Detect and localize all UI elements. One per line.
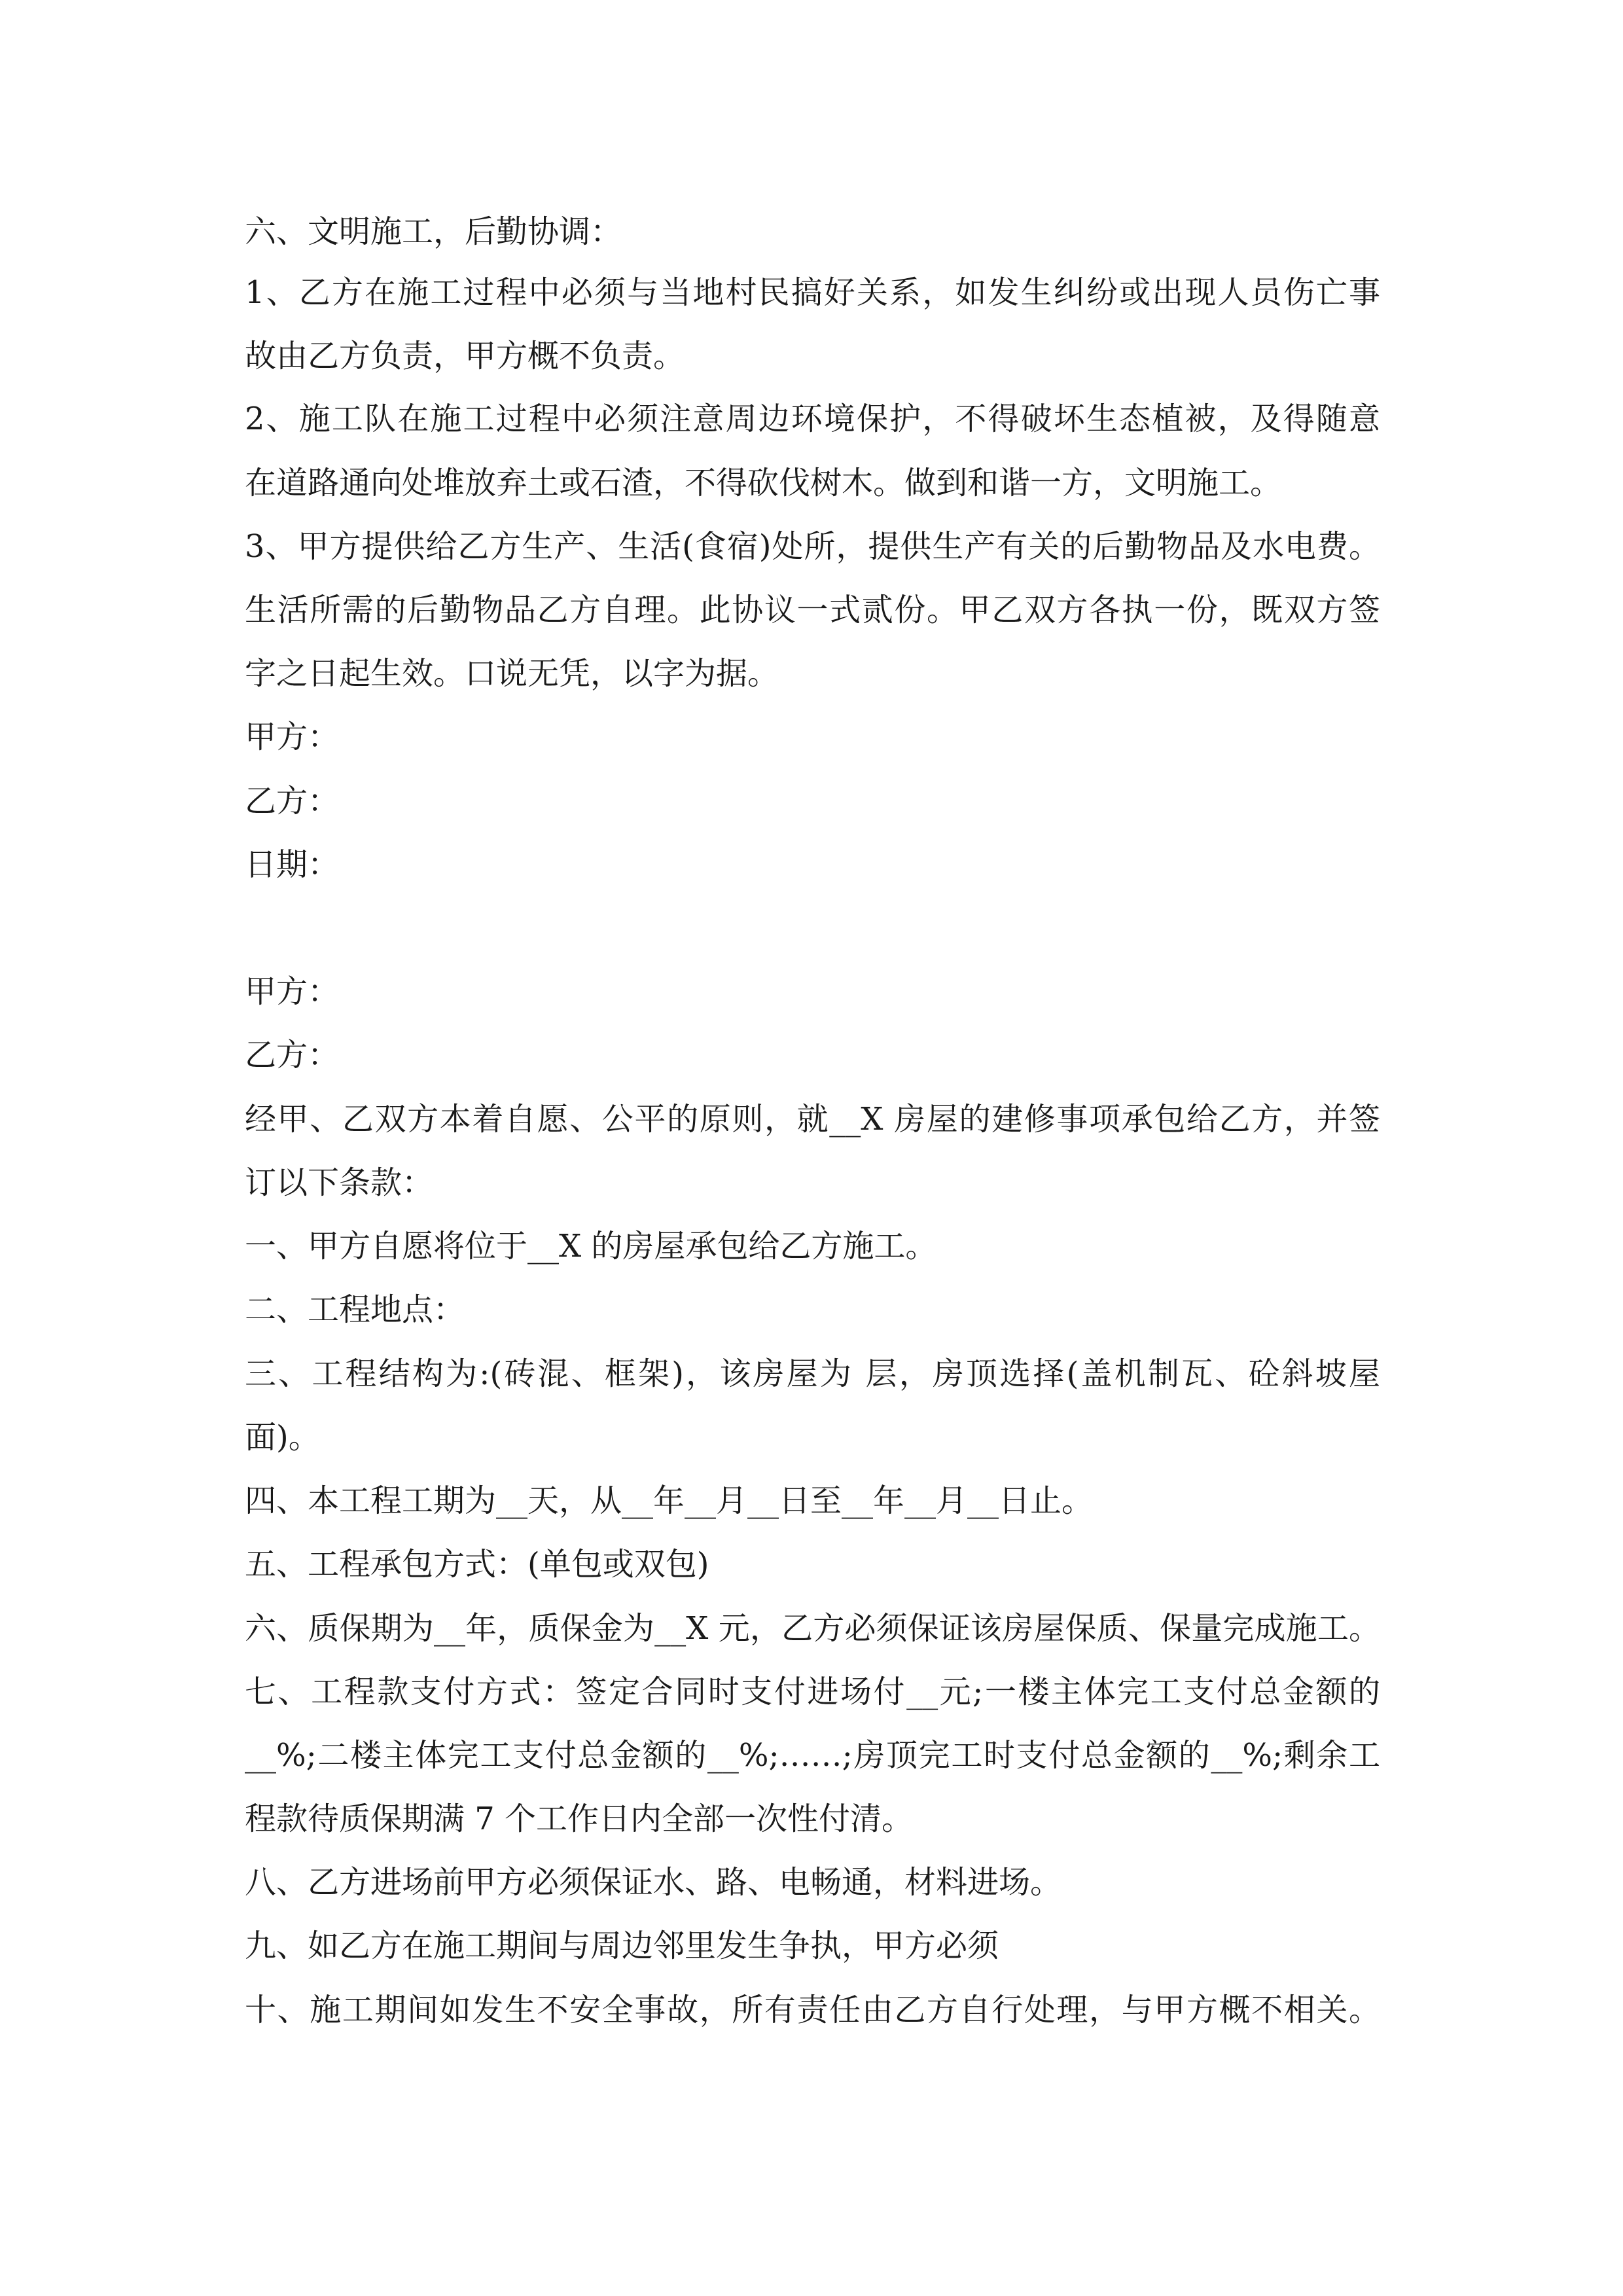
contract-item-8: 八、乙方进场前甲方必须保证水、路、电畅通，材料进场。 <box>245 1864 1062 1901</box>
contract-item-1: 一、甲方自愿将位于__X 的房屋承包给乙方施工。 <box>245 1228 937 1265</box>
contract-item-5: 五、工程承包方式：(单包或双包) <box>245 1546 709 1583</box>
contract-item-6: 六、质保期为__年，质保金为__X 元，乙方必须保证该房屋保质、保量完成施工。 <box>245 1610 1380 1647</box>
contract-item-10: 十、施工期间如发生不安全事故，所有责任由乙方自行处理，与甲方概不相关。 <box>245 1992 1380 2028</box>
contract-item-2: 二、工程地点： <box>245 1291 465 1328</box>
contract-item-7-line-1: 七、工程款支付方式：签定合同时支付进场付__元;一楼主体完工支付总金额的 <box>245 1674 1380 1710</box>
contract-intro-line-1: 经甲、乙双方本着自愿、公平的原则，就__X 房屋的建修事项承包给乙方，并签 <box>245 1101 1380 1138</box>
clause-3-line-3: 字之日起生效。口说无凭，以字为据。 <box>245 655 779 692</box>
contract-item-7-line-3: 程款待质保期满 7 个工作日内全部一次性付清。 <box>245 1801 914 1837</box>
signature-party-a: 甲方： <box>245 719 340 755</box>
section-heading-civilized-construction: 六、文明施工，后勤协调： <box>245 213 622 250</box>
clause-3-line-2: 生活所需的后勤物品乙方自理。此协议一式贰份。甲乙双方各执一份，既双方签 <box>245 592 1380 628</box>
clause-2-line-2: 在道路通向处堆放弃土或石渣，不得砍伐树木。做到和谐一方，文明施工。 <box>245 465 1282 501</box>
clause-3-line-1: 3、甲方提供给乙方生产、生活(食宿)处所，提供生产有关的后勤物品及水电费。 <box>245 528 1380 565</box>
contract-item-4: 四、本工程工期为__天，从__年__月__日至__年__月__日止。 <box>245 1482 1094 1519</box>
clause-1-line-1: 1、乙方在施工过程中必须与当地村民搞好关系，如发生纠纷或出现人员伤亡事 <box>245 274 1380 311</box>
signature-date: 日期： <box>245 846 340 883</box>
contract-intro-line-2: 订以下条款： <box>245 1164 434 1201</box>
contract-item-3-line-2: 面)。 <box>245 1419 320 1456</box>
contract-party-a: 甲方： <box>245 973 340 1010</box>
contract-party-b: 乙方： <box>245 1037 340 1073</box>
clause-1-line-2: 故由乙方负责，甲方概不负责。 <box>245 338 685 374</box>
contract-item-7-line-2: __%;二楼主体完工支付总金额的__%;……;房顶完工时支付总金额的__%;剩余工 <box>245 1737 1380 1774</box>
contract-item-3-line-1: 三、工程结构为:(砖混、框架)，该房屋为 层，房顶选择(盖机制瓦、砼斜坡屋 <box>245 1355 1380 1392</box>
signature-party-b: 乙方： <box>245 783 340 819</box>
contract-item-9: 九、如乙方在施工期间与周边邻里发生争执，甲方必须 <box>245 1928 999 1964</box>
clause-2-line-1: 2、施工队在施工过程中必须注意周边环境保护，不得破坏生态植被，及得随意 <box>245 401 1380 437</box>
